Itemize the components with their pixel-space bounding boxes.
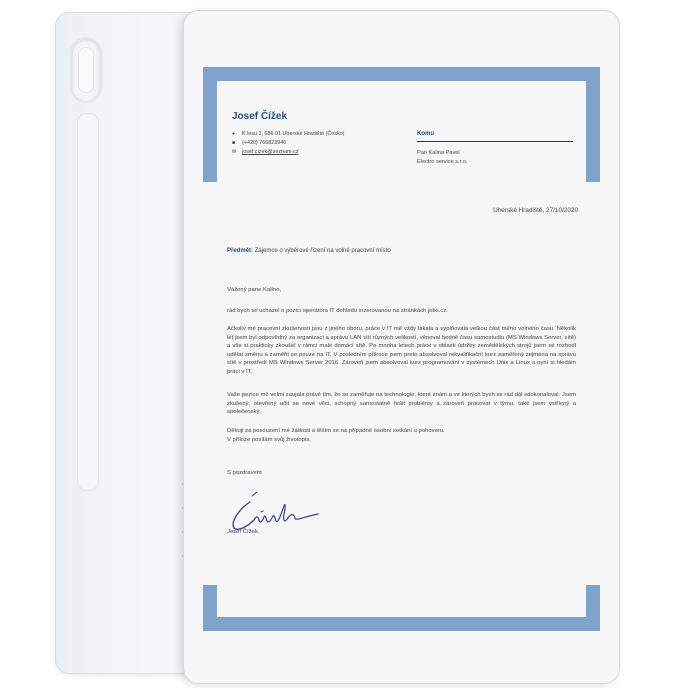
sender-address: K lesu 3, 686 01 Uherské Hradiště (Česko) <box>242 131 345 137</box>
camera-lens <box>78 47 94 93</box>
paragraph-3: Vaše pozice mě velmi zaujala právě tím, že se zaměřuje na technologie, které znám a ve kterých bych se rád dál zdokonaloval. Jsem zkušený, otevřený učit se nové věci, schopný samostatně řešit problémy a zároveň pracovat v týmu, také jsem vstřícný a společenský. <box>227 392 576 416</box>
sender-phone: (+420) 766823946 <box>242 140 287 146</box>
subject-text: Zájemce o výběrové řízení na volné pracovní místo <box>254 248 391 254</box>
recipient-label: Komu <box>417 131 434 137</box>
pen-holder-groove <box>77 113 99 491</box>
paragraph-4-line-2: V příloze posílám svůj životopis. <box>227 437 311 443</box>
date-line: Uherské Hradiště, 27/10/2020 <box>493 207 578 214</box>
paragraph-1: rád bych se ucházel o pozici operátora IT dohledu inzerovanou na stránkách jobs.cz. <box>227 308 448 314</box>
sender-email-link[interactable]: josef.cizek@seznam.cz <box>242 149 299 155</box>
recipient-company: Electro service s.r.o. <box>417 159 468 165</box>
subject-label: Předmět: <box>227 248 254 254</box>
location-pin-icon: ● <box>232 131 236 137</box>
closing: S pozdravem <box>227 470 262 476</box>
subject-line <box>227 248 391 254</box>
sender-email-row <box>232 149 298 155</box>
home-icon: ■ <box>232 140 236 146</box>
envelope-icon: ✉ <box>232 149 237 155</box>
recipient-divider <box>417 141 573 142</box>
sender-name: Josef Čížek <box>232 111 288 122</box>
recipient-name: Pan Kalina Pavel <box>417 150 460 156</box>
paragraph-4-line-1: Děkuji za posouzení mé žádosti a těším se na případné osobní setkání u pohovoru. <box>227 428 445 434</box>
greeting: Vážený pane Kalino, <box>227 287 282 293</box>
footer-frame <box>203 585 600 631</box>
document-page <box>183 10 620 684</box>
sender-address-row <box>232 131 344 137</box>
camera-module <box>72 39 100 101</box>
paragraph-2: Ačkoliv mé pracovní zkušenosti jsou z jiného oboru, práce v IT mě vždy lákala a vyplňovala velkou část mého volného času. Několik let jsem byl odpovědný za organizaci a správu LAN sítí různých velikostí, věnoval hodně času samostudiu (MS Windows Server, sítě) a vše si prakticky zkoušel v rámci malé domácí sítě. Po mnoha letech práce v oblasti údržby zemědělských strojů jsem se rozhodl udělat změnu a zaměřit se pouze na IT. V posledním půlroce jsem proto absolvoval rekvalifikační kurz zaměřený zejména na správu sítě v prostředí MS Windows Server 2016. Zároveň jsem absolvoval kurz programování v systémech Unix a Linux a nyní si hledám práci v IT. <box>227 326 576 375</box>
signature-name: Josef Čížek <box>227 529 258 535</box>
header-frame <box>203 67 600 182</box>
sender-phone-row <box>232 140 286 146</box>
